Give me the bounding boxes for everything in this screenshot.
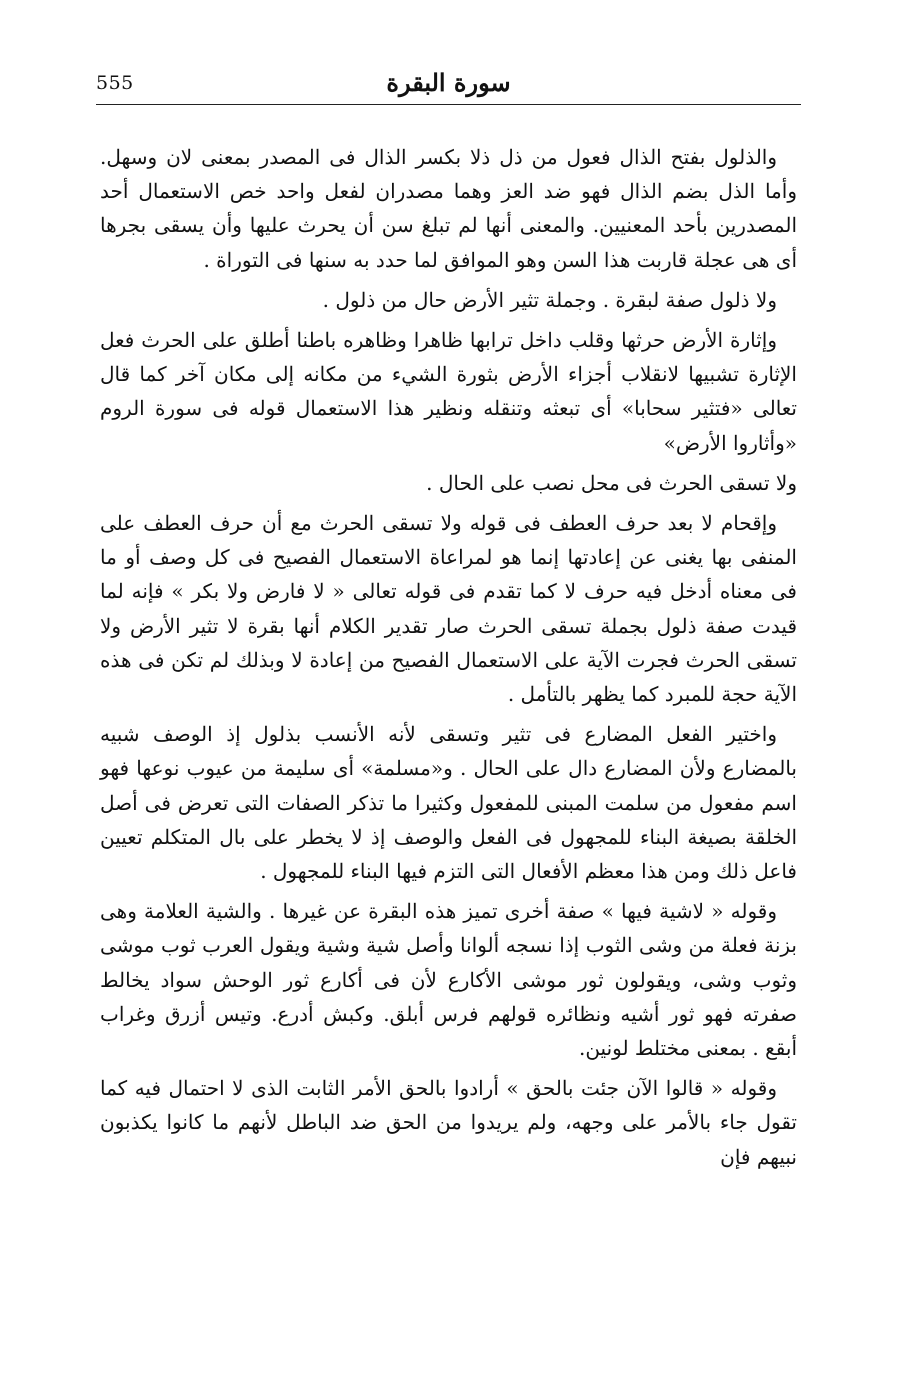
paragraph-al-aan: وقوله « قالوا الآن جئت بالحق » أرادوا بالحق الأمر الثابت الذى لا احتمال فيه كما تقول جاء بالأمر على وجهه، ولم يريدوا من الحق ضد الباطل لأنهم ما كانوا يكذبون نبيهم فإن <box>100 1076 797 1169</box>
paragraph-ithara: وإثارة الأرض حرثها وقلب داخل ترابها ظاهرا وظاهره باطنا أطلق على الحرث فعل الإثارة تشبيها لانقلاب أجزاء الأرض بثورة الشيء من مكانه إلى مكان آخر كما قال تعالى «فتثير سحابا» أى تبعثه وتنقله ونظير هذا الاستعمال قوله فى سورة الروم «وأثاروا الأرض» <box>100 328 797 455</box>
paragraph-tasqi-hal: ولا تسقى الحرث فى محل نصب على الحال . <box>426 470 797 495</box>
page-header <box>96 64 801 105</box>
paragraph-shiya: وقوله « لاشية فيها » صفة أخرى تميز هذه البقرة عن غيرها . والشية العلامة وهى بزنة فعلة من وشى الثوب إذا نسجه ألوانا وأصل شية وشية ويقول العرب ثوب موشى وثوب وشى، ويقولون ثور موشى الأكارع لأن فى أكارع ثور الوحش سواد يخالط صفرته فهو ثور أشيه ونظائره قولهم فرس أبلق. وكبش أدرع. وتيس أزرق وغراب أبقع . بمعنى مختلط لونين. <box>100 899 797 1061</box>
paragraph-la-dhalul: ولا ذلول صفة لبقرة . وجملة تثير الأرض حال من ذلول . <box>322 287 777 312</box>
page-body <box>100 140 797 1180</box>
page-number: 555 <box>96 72 134 94</box>
paragraph-iqham-la: وإقحام لا بعد حرف العطف فى قوله ولا تسقى الحرث مع أن حرف العطف على المنفى بها يغنى عن إعادتها إنما هو لمراعاة الاستعمال الفصيح فى كل وصف أو ما فى معناه أدخل فيه حرف لا كما تقدم فى قوله تعالى « لا فارض ولا بكر » فإنه لما قيدت صفة ذلول بجملة تسقى الحرث صار تقدير الكلام أنها بقرة لا تثير الأرض ولا تسقى الحرث فجرت الآية على الاستعمال الفصيح من إعادة لا وبذلك لم تكن فى هذه الآية حجة للمبرد كما يظهر بالتأمل . <box>100 511 797 707</box>
paragraph-mudari: واختير الفعل المضارع فى تثير وتسقى لأنه الأنسب بذلول إذ الوصف شبيه بالمضارع ولأن المضارع دال على الحال . و«مسلمة» أى سليمة من عيوب نوعها فهو اسم مفعول من سلمت المبنى للمفعول وكثيرا ما تذكر الصفات التى تعرض فى أصل الخلقة بصيغة البناء للمجهول فى الفعل والوصف إذ لا يخطر على بال المتكلم تعيين فاعل ذلك ومن هذا معظم الأفعال التى التزم فيها البناء للمجهول . <box>100 722 797 884</box>
running-title: سورة البقرة <box>386 68 511 97</box>
paragraph-dhalul-definition: والذلول بفتح الذال فعول من ذل ذلا بكسر الذال فى المصدر بمعنى لان وسهل. وأما الذل بضم الذال فهو ضد العز وهما مصدران لفعل واحد خص الاستعمال أحد المصدرين بأحد المعنيين. والمعنى أنها لم تبلغ سن أن يحرث عليها وأن يسقى بجرها أى هى عجلة قاربت هذا السن وهو الموافق لما حدد به سنها فى التوراة . <box>100 145 797 272</box>
